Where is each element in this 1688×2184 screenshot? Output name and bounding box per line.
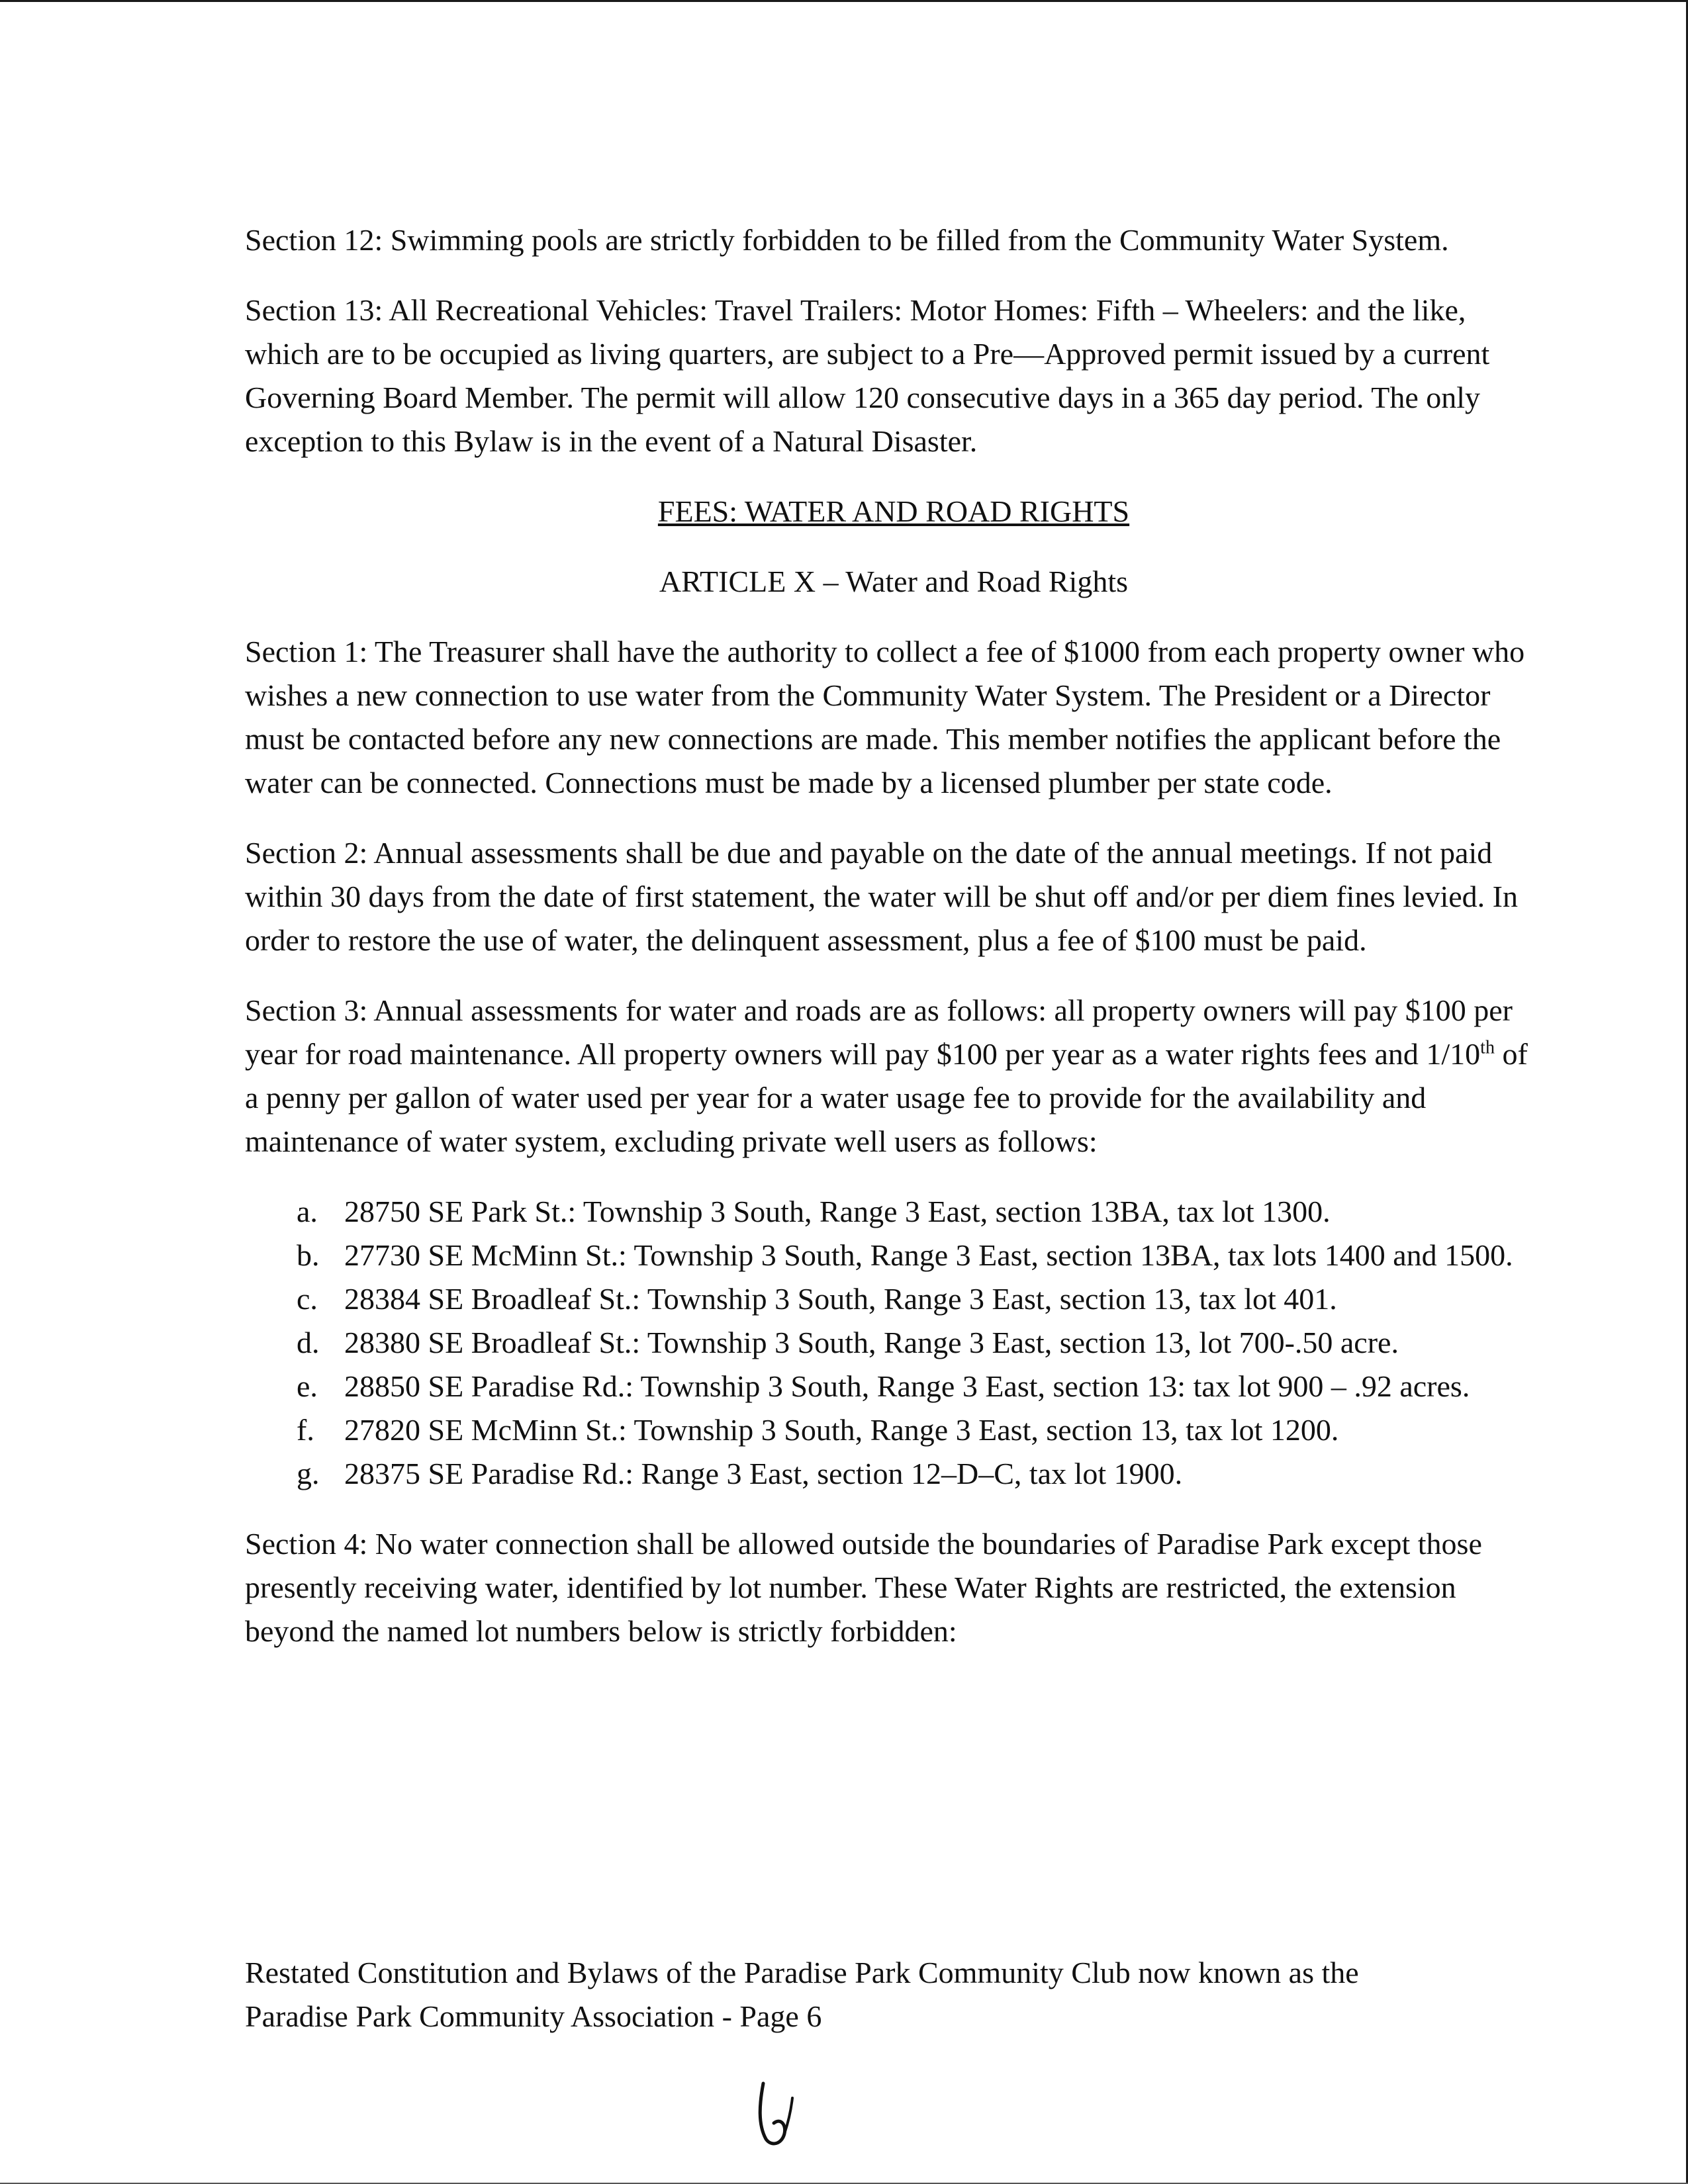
section-3-text-part1: Section 3: Annual assessments for water and roads are as follows: all property owners will pay $100 per year for road maintenance. All property owners will pay $100 per year as a water rights fees and 1/10 bbox=[245, 993, 1513, 1071]
section-13: Section 13: All Recreational Vehicles: Travel Trailers: Motor Homes: Fifth – Wheelers: and the like, which are to be occupied as living quarters, are subject to a Pre—Approved permit issued by a current Governing Board Member. The permit will allow 120 consecutive days in a 365 day period. The only exception to this Bylaw is in the event of a Natural Disaster. bbox=[245, 293, 1490, 458]
footer-line-1: Restated Constitution and Bylaws of the Paradise Park Community Club now known as the bbox=[245, 1956, 1359, 1989]
section-3-text-part2: of a penny per gallon of water used per year for a water usage fee to provide for the availability and maintenance of water system, excluding private well users as follows: bbox=[245, 1037, 1528, 1158]
list-marker: g. bbox=[297, 1457, 320, 1490]
list-item-text: 28380 SE Broadleaf St.: Township 3 South, Range 3 East, section 13, lot 700-.50 acre. bbox=[344, 1326, 1399, 1359]
list-item-text: 28750 SE Park St.: Township 3 South, Range 3 East, section 13BA, tax lot 1300. bbox=[344, 1195, 1331, 1228]
list-marker: f. bbox=[297, 1413, 314, 1447]
lot-list bbox=[245, 1190, 1542, 1496]
list-marker: e. bbox=[297, 1369, 318, 1403]
article-section-1: Section 1: The Treasurer shall have the authority to collect a fee of $1000 from each property owner who wishes a new connection to use water from the Community Water System. The President or a Director must be contacted before any new connections are made. This member notifies the applicant before the water can be connected. Connections must be made by a licensed plumber per state code. bbox=[245, 635, 1525, 799]
list-item bbox=[245, 1277, 1542, 1321]
footer-line-2: Paradise Park Community Association - Page 6 bbox=[245, 1999, 822, 2033]
list-item bbox=[245, 1234, 1542, 1277]
list-item-text: 28850 SE Paradise Rd.: Township 3 South, Range 3 East, section 13: tax lot 900 – .92 acres. bbox=[344, 1369, 1470, 1403]
list-item bbox=[245, 1321, 1542, 1365]
article-section-4: Section 4: No water connection shall be allowed outside the boundaries of Paradise Park except those presently receiving water, identified by lot number. These Water Rights are restricted, the extension beyond the named lot numbers below is strictly forbidden: bbox=[245, 1527, 1482, 1648]
page-footer bbox=[245, 1951, 1542, 2038]
article-section-3 bbox=[245, 989, 1542, 1163]
list-item bbox=[245, 1365, 1542, 1408]
list-marker: c. bbox=[297, 1282, 318, 1316]
document-body bbox=[245, 218, 1542, 1680]
list-item-text: 28384 SE Broadleaf St.: Township 3 South, Range 3 East, section 13, tax lot 401. bbox=[344, 1282, 1337, 1316]
article-section-2: Section 2: Annual assessments shall be due and payable on the date of the annual meetings. If not paid within 30 days from the date of first statement, the water will be shut off and/or per diem fines levied. In order to restore the use of water, the delinquent assessment, plus a fee of $100 must be paid. bbox=[245, 836, 1518, 957]
fees-heading: FEES: WATER AND ROAD RIGHTS bbox=[657, 494, 1130, 528]
scan-border-top bbox=[0, 0, 1688, 2]
list-marker: b. bbox=[297, 1238, 320, 1272]
list-item bbox=[245, 1408, 1542, 1452]
handwritten-page-number bbox=[751, 2078, 804, 2151]
list-item bbox=[245, 1452, 1542, 1496]
list-item bbox=[245, 1190, 1542, 1234]
article-heading: ARTICLE X – Water and Road Rights bbox=[659, 565, 1129, 598]
list-item-text: 28375 SE Paradise Rd.: Range 3 East, section 12–D–C, tax lot 1900. bbox=[344, 1457, 1183, 1490]
list-item-text: 27820 SE McMinn St.: Township 3 South, Range 3 East, section 13, tax lot 1200. bbox=[344, 1413, 1339, 1447]
ordinal-superscript: th bbox=[1480, 1037, 1495, 1058]
list-marker: a. bbox=[297, 1195, 318, 1228]
list-marker: d. bbox=[297, 1326, 320, 1359]
list-item-text: 27730 SE McMinn St.: Township 3 South, Range 3 East, section 13BA, tax lots 1400 and 1500. bbox=[344, 1238, 1513, 1272]
section-12: Section 12: Swimming pools are strictly forbidden to be filled from the Community Water System. bbox=[245, 223, 1449, 257]
